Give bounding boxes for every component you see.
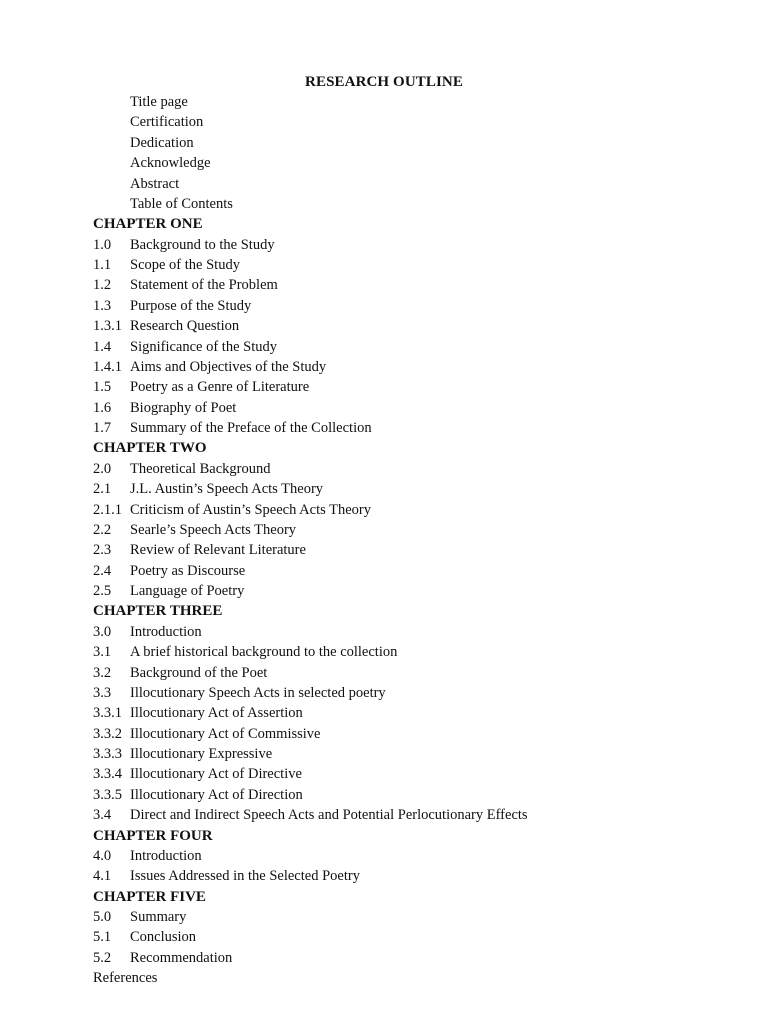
outline-item <box>93 459 733 479</box>
section-title: Statement of the Problem <box>130 277 278 294</box>
chapter-heading: CHAPTER FOUR <box>93 827 213 844</box>
section-title: Illocutionary Speech Acts in selected poetry <box>130 684 386 701</box>
section-number: 1.3 <box>93 297 112 314</box>
outline-item <box>93 805 733 825</box>
section-number: 1.2 <box>93 277 112 294</box>
outline-item <box>93 866 733 886</box>
front-matter-item: Dedication <box>130 134 194 151</box>
outline-item <box>93 907 733 927</box>
outline-item <box>93 846 733 866</box>
section-number: 3.3 <box>93 684 112 701</box>
outline-item <box>93 235 733 255</box>
section-number: 2.2 <box>93 521 112 538</box>
outline-item <box>93 622 733 642</box>
outline-item <box>93 927 733 947</box>
section-title: Review of Relevant Literature <box>130 542 306 559</box>
section-number: 3.1 <box>93 644 112 661</box>
outline-item <box>93 377 733 397</box>
section-title: Aims and Objectives of the Study <box>130 358 327 375</box>
outline-item <box>93 520 733 540</box>
section-number: 5.0 <box>93 909 112 925</box>
section-title: Scope of the Study <box>130 257 240 273</box>
section-number: 2.4 <box>93 562 112 579</box>
section-number: 1.5 <box>93 379 112 396</box>
outline-item <box>93 561 733 581</box>
section-number: 3.3.3 <box>93 746 122 762</box>
front-matter-item: Title page <box>130 94 188 110</box>
section-number: 2.0 <box>93 460 112 477</box>
front-matter-item: Abstract <box>130 175 180 192</box>
section-number: 5.1 <box>93 929 112 946</box>
section-number: 1.3.1 <box>93 318 122 335</box>
outline-item <box>93 479 733 499</box>
outline-list <box>93 92 733 989</box>
outline-item <box>93 744 733 764</box>
section-title: Introduction <box>130 623 202 640</box>
outline-item <box>93 948 733 968</box>
outline-item <box>93 540 733 560</box>
section-title: Illocutionary Act of Commissive <box>130 725 321 742</box>
outline-item <box>93 418 733 438</box>
outline-item <box>93 398 733 418</box>
section-title: Theoretical Background <box>130 460 271 477</box>
section-title: Searle’s Speech Acts Theory <box>130 521 297 538</box>
outline-item <box>93 296 733 316</box>
section-title: Poetry as a Genre of Literature <box>130 379 310 396</box>
section-number: 4.1 <box>93 868 112 885</box>
section-number: 4.0 <box>93 847 112 864</box>
outline-item <box>93 337 733 357</box>
section-number: 2.1 <box>93 481 112 498</box>
section-number: 3.3.5 <box>93 786 122 803</box>
section-title: Summary <box>130 909 187 925</box>
section-number: 3.4 <box>93 807 112 824</box>
section-title: Purpose of the Study <box>130 297 252 314</box>
section-number: 3.3.1 <box>93 705 122 722</box>
outline-item <box>93 316 733 336</box>
section-number: 1.1 <box>93 257 112 273</box>
section-title: Significance of the Study <box>130 338 277 355</box>
section-title: Language of Poetry <box>130 583 245 599</box>
chapter-heading: CHAPTER FIVE <box>93 888 206 905</box>
section-title: Poetry as Discourse <box>130 562 246 579</box>
back-matter-item: References <box>93 970 158 987</box>
section-number: 1.4.1 <box>93 358 122 375</box>
section-number: 5.2 <box>93 949 112 966</box>
section-title: Recommendation <box>130 949 233 966</box>
section-number: 3.0 <box>93 623 112 640</box>
chapter-heading: CHAPTER ONE <box>93 216 203 233</box>
section-title: Conclusion <box>130 929 197 946</box>
section-title: Illocutionary Act of Direction <box>130 786 303 803</box>
outline-item <box>93 357 733 377</box>
section-title: Research Question <box>130 318 240 335</box>
section-number: 3.3.2 <box>93 725 122 742</box>
section-number: 1.6 <box>93 399 112 416</box>
section-number: 1.7 <box>93 420 112 436</box>
outline-item <box>93 500 733 520</box>
outline-item <box>93 642 733 662</box>
section-title: J.L. Austin’s Speech Acts Theory <box>130 481 324 498</box>
section-title: Biography of Poet <box>130 399 237 416</box>
outline-item <box>93 255 733 275</box>
section-title: Summary of the Preface of the Collection <box>130 420 372 436</box>
section-title: Background to the Study <box>130 236 275 253</box>
front-matter-item: Acknowledge <box>130 155 211 172</box>
chapter-heading: CHAPTER THREE <box>93 603 223 620</box>
front-matter-item: Table of Contents <box>130 195 233 212</box>
section-title: Issues Addressed in the Selected Poetry <box>130 868 360 885</box>
section-title: Criticism of Austin’s Speech Acts Theory <box>130 501 371 518</box>
outline-item <box>93 683 733 703</box>
outline-item <box>93 724 733 744</box>
section-number: 1.0 <box>93 236 112 253</box>
page-title: RESEARCH OUTLINE <box>305 74 463 90</box>
outline-item <box>93 703 733 723</box>
section-title: Introduction <box>130 847 202 864</box>
section-number: 2.1.1 <box>93 501 122 518</box>
outline-item <box>93 764 733 784</box>
front-matter-item: Certification <box>130 114 204 131</box>
section-title: Illocutionary Expressive <box>130 746 273 762</box>
section-number: 2.3 <box>93 542 112 559</box>
outline-item <box>93 785 733 805</box>
section-number: 3.2 <box>93 664 112 681</box>
section-title: Illocutionary Act of Directive <box>130 766 302 783</box>
section-title: Background of the Poet <box>130 664 268 681</box>
section-title: A brief historical background to the collection <box>130 644 398 661</box>
section-title: Direct and Indirect Speech Acts and Potential Perlocutionary Effects <box>130 807 528 824</box>
outline-item <box>93 275 733 295</box>
outline-item <box>93 581 733 601</box>
chapter-heading: CHAPTER TWO <box>93 440 207 457</box>
outline-item <box>93 663 733 683</box>
section-number: 2.5 <box>93 583 112 599</box>
section-title: Illocutionary Act of Assertion <box>130 705 303 722</box>
section-number: 1.4 <box>93 338 112 355</box>
section-number: 3.3.4 <box>93 766 122 783</box>
